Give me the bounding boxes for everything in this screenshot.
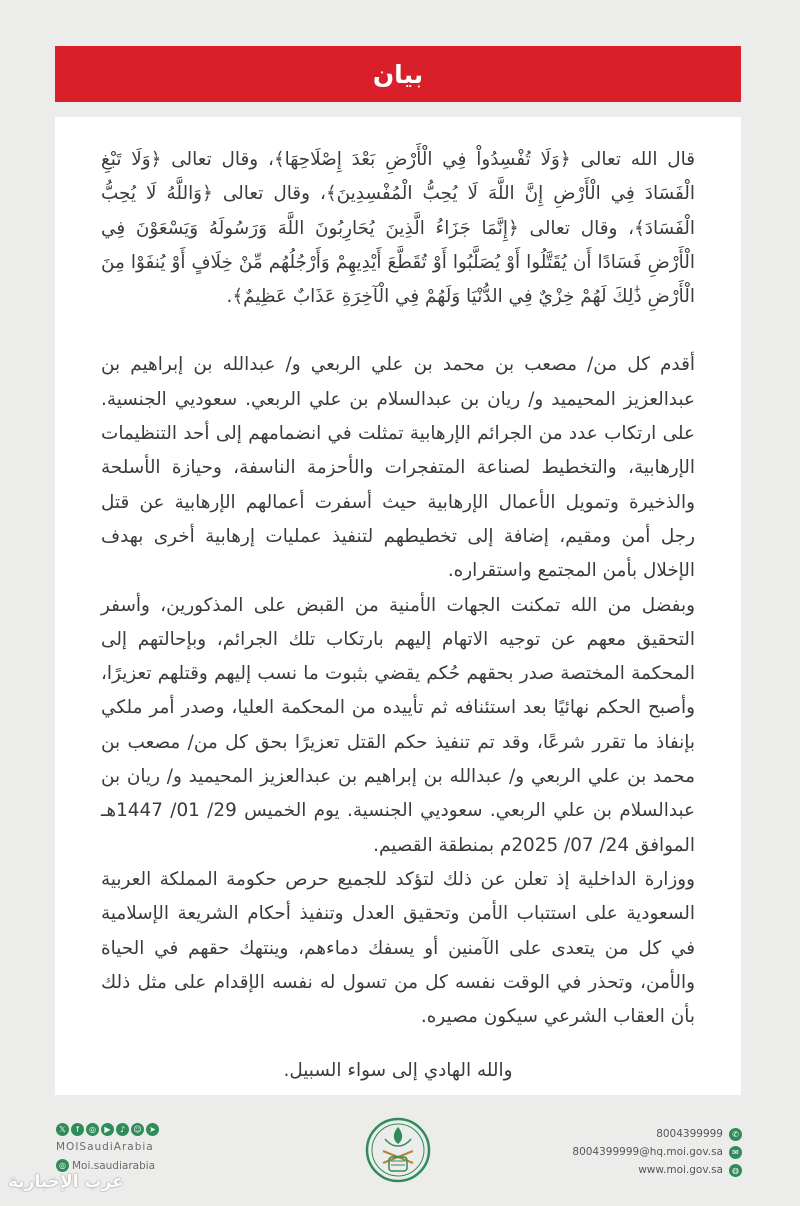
website-row[interactable]	[572, 1161, 742, 1179]
phone-number: 8004399999	[656, 1128, 723, 1140]
footer	[0, 1115, 800, 1206]
statement-card	[55, 117, 741, 1095]
accusation-paragraph: أقدم كل من/ مصعب بن محمد بن علي الربعي و/ عبدالله بن إبراهيم بن عبدالعزيز المحيميد و/ ريان بن عبدالسلام بن علي الربعي. سعوديي الجنسية. على ارتكاب عدد من الجرائم الإرهابية تمثلت في انضمامهم إلى أحد التنظيمات الإرهابية، والتخطيط لصناعة المتفجرات والأحزمة الناسفة، وحيازة الأسلحة والذخيرة وتمويل الأعمال الإرهابية حيث أسفرت أعمالهم الإرهابية عن قتل رجل أمن ومقيم، إضافة إلى تخطيطهم لتنفيذ عمليات إرهابية أخرى بهدف الإخلال بأمن المجتمع واستقراره.	[101, 354, 695, 582]
telegram-icon[interactable]: ➤	[146, 1123, 159, 1136]
youtube-icon[interactable]: ▶	[101, 1123, 114, 1136]
phone-row[interactable]	[572, 1125, 742, 1143]
contact-block	[572, 1125, 742, 1179]
page-title: بيان	[372, 59, 424, 89]
social-icons	[56, 1123, 159, 1136]
phone-icon: ✆	[729, 1128, 742, 1141]
ministry-statement-paragraph: ووزارة الداخلية إذ تعلن عن ذلك لتؤكد للجميع حرص حكومة المملكة العربية السعودية على استتباب الأمن وتحقيق العدل وتنفيذ أحكام الشريعة الإسلامية في كل من يتعدى على الآمنين أو يسفك دماءهم، وينتهك حقهم في الحياة والأمن، وتحذر في الوقت نفسه كل من تسول له نفسه الإقدام على مثل ذلك بأن العقاب الشرعي سيكون مصيره.	[101, 868, 695, 1028]
quran-verses-paragraph: قال الله تعالى ﴿وَلَا تُفْسِدُواْ فِي الْأَرْضِ بَعْدَ إِصْلَاحِهَا﴾، وقال تعالى ﴿وَلَا تَبْغِ الْفَسَادَ فِي الْأَرْضِ إِنَّ اللَّهَ لَا يُحِبُّ الْمُفْسِدِينَ﴾، وقال تعالى ﴿وَاللَّهُ لَا يُحِبُّ الْفَسَادَ﴾، وقال تعالى ﴿إِنَّمَا جَزَاءُ الَّذِينَ يُحَارِبُونَ اللَّهَ وَرَسُولَهُ وَيَسْعَوْنَ فِي الْأَرْضِ فَسَادًا أَن يُقَتَّلُوا أَوْ يُصَلَّبُوا أَوْ تُقَطَّعَ أَيْدِيهِمْ وَأَرْجُلُهُم مِّنْ خِلَافٍ أَوْ يُنفَوْا مِنَ الْأَرْضِ ذَٰلِكَ لَهُمْ خِزْيٌ فِي الدُّنْيَا وَلَهُمْ فِي الْآخِرَةِ عَذَابٌ عَظِيمٌ﴾.	[101, 149, 695, 308]
header-banner	[55, 46, 741, 102]
x-icon[interactable]: 𝕏	[56, 1123, 69, 1136]
closing-line: والله الهادي إلى سواء السبيل.	[283, 1060, 513, 1082]
instagram-icon: ◎	[56, 1159, 69, 1172]
snapchat-icon[interactable]: ☺	[131, 1123, 144, 1136]
email-icon: ✉	[729, 1146, 742, 1159]
social-handle[interactable]: MOISaudiArabia	[56, 1141, 154, 1153]
instagram-handle: Moi.saudiarabia	[72, 1159, 156, 1172]
email-row[interactable]	[572, 1143, 742, 1161]
watermark: عرب الإخبارية	[8, 1172, 124, 1192]
instagram-icon[interactable]: ◎	[86, 1123, 99, 1136]
globe-icon: ◍	[729, 1164, 742, 1177]
instagram-handle-row[interactable]	[56, 1159, 159, 1172]
ministry-emblem-icon	[365, 1117, 431, 1183]
email-address: 8004399999@hq.moi.gov.sa	[572, 1146, 723, 1158]
tiktok-icon[interactable]: ♪	[116, 1123, 129, 1136]
website-url: www.moi.gov.sa	[638, 1164, 723, 1176]
execution-paragraph: وبفضل من الله تمكنت الجهات الأمنية من القبض على المذكورين، وأسفر التحقيق معهم عن توجيه الاتهام إليهم بارتكاب تلك الجرائم، وبإحالتهم إلى المحكمة المختصة صدر بحقهم حُكم يقضي بثبوت ما نسب إليهم وقتلهم تعزيرًا، وأصبح الحكم نهائيًا بعد استئنافه ثم تأييده من المحكمة العليا، وصدر أمر ملكي بإنفاذ ما تقرر شرعًا، وقد تم تنفيذ حكم القتل تعزيرًا بحق كل من/ مصعب بن محمد بن علي الربعي و/ عبدالله بن إبراهيم بن عبدالعزيز المحيميد و/ ريان بن عبدالسلام بن علي الربعي. سعوديي الجنسية. يوم الخميس 29/ 01/ 1447هـ الموافق 24/ 07/ 2025م بمنطقة القصيم.	[101, 594, 696, 856]
facebook-icon[interactable]: f	[71, 1123, 84, 1136]
social-block	[56, 1123, 159, 1172]
